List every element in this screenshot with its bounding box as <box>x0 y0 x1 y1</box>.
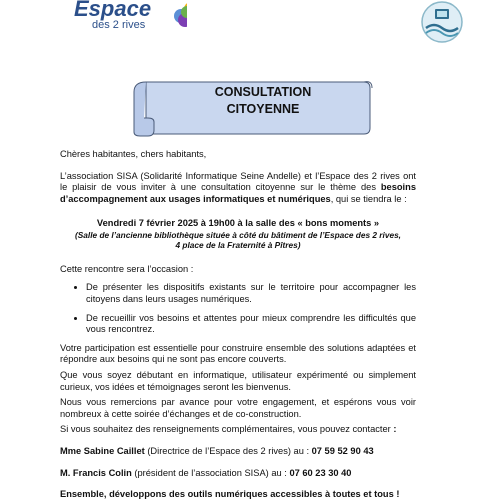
sisa-logo-icon <box>418 0 466 44</box>
logo-word: Espace <box>74 0 152 21</box>
contact-line <box>60 446 416 458</box>
title-line-1: CONSULTATION <box>214 85 312 99</box>
espace-des-2-rives-logo <box>72 0 187 32</box>
list-item: • De présenter les dispositifs existants sur le territoire pour accompagner les citoyens dans leurs usages numériques. <box>86 282 416 305</box>
contact-role: (Directrice de l’Espace des 2 rives) au : <box>144 445 312 456</box>
contact-line <box>60 468 416 480</box>
logo-subtitle: des 2 rives <box>92 19 146 31</box>
thanks-paragraph: Nous vous remercions par avance pour votre engagement, et espérons vous voir nombreux à cette soirée d’échanges et de co-construction. <box>60 397 416 419</box>
contact-intro-text: Si vous souhaitez des renseignements complémentaires, vous pouvez contacter <box>60 424 394 435</box>
closing-line: Ensemble, développons des outils numériques accessibles à toutes et tous ! <box>60 489 400 500</box>
contact-name: M. Francis Colin <box>60 467 132 478</box>
participation-paragraph: Votre participation est essentielle pour construire ensemble des solutions adaptées et répondre aux besoins qui ne sont pas encore couverts. <box>60 342 416 365</box>
page-title <box>148 84 378 118</box>
intro-text: L’association SISA (Solidarité Informatique Seine Andelle) et l’Espace des 2 rives ont le plaisir de vous inviter à une consultation citoyenne sur le thème des <box>60 170 416 193</box>
contact-intro <box>60 424 416 436</box>
contact-name: Mme Sabine Caillet <box>60 445 145 456</box>
event-location-line-2: 4 place de la Fraternité à Pîtres) <box>175 240 301 251</box>
intro-paragraph <box>60 171 416 206</box>
title-line-2: CITOYENNE <box>226 102 300 116</box>
event-date: Vendredi 7 février 2025 à 19h00 à la salle des « bons moments » <box>96 218 380 229</box>
letter-body <box>60 149 416 501</box>
contact-phone: 07 60 23 30 40 <box>289 467 352 478</box>
list-item: • De recueillir vos besoins et attentes pour mieux comprendre les difficultés que vous rencontrez. <box>86 313 416 336</box>
greeting: Chères habitantes, chers habitants, <box>60 149 207 159</box>
intro-text-end: , qui se tiendra le : <box>330 193 407 204</box>
welcome-paragraph: Que vous soyez débutant en informatique, utilisateur expérimenté ou simplement curieux, vos idées et témoignages seront les bienvenus. <box>60 369 416 392</box>
contact-colon: : <box>393 424 397 435</box>
intro-bold-text: besoins d’accompagnement aux usages informatiques et numériques <box>60 182 416 204</box>
contact-phone: 07 59 52 90 43 <box>311 445 374 456</box>
occasion-heading: Cette rencontre sera l’occasion : <box>60 263 194 274</box>
event-location-line-1: (Salle de l’ancienne bibliothèque située à côté du bâtiment de l’Espace des 2 rives, <box>75 229 401 240</box>
occasion-list <box>60 282 416 335</box>
contact-role: (président de l’association SISA) au : <box>131 467 290 478</box>
